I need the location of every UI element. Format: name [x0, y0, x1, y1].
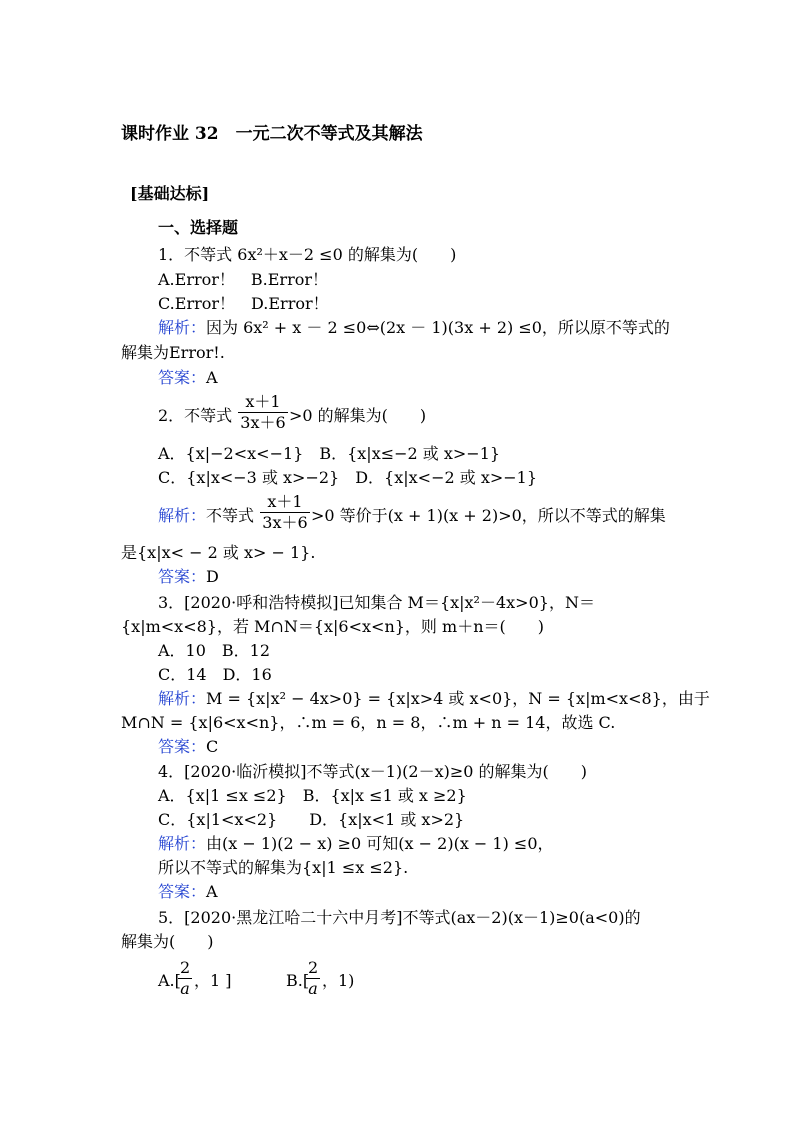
- q2-fraction-denominator: 3x＋6: [240, 413, 286, 432]
- q5-option-b-numerator: 2: [308, 958, 319, 977]
- q5-option-b-fraction: [306, 958, 320, 999]
- subsection-heading: 一、选择题: [158, 218, 239, 237]
- q2-fraction-numerator: x＋1: [238, 392, 288, 413]
- q4-analysis-line2: 所以不等式的解集为{x|1 ≤x ≤2}.: [158, 858, 409, 877]
- q3-answer-value: C: [206, 737, 219, 756]
- q1-answer-value: A: [206, 368, 218, 387]
- answer-label: 答案：: [158, 737, 207, 756]
- q5-option-b-prefix: B.[: [286, 971, 310, 990]
- q5-option-b-suffix: ，1): [322, 971, 355, 990]
- q2-stem-suffix: >0 的解集为( ): [289, 406, 427, 425]
- q4-answer-value: A: [206, 882, 218, 901]
- analysis-label: 解析：: [158, 834, 207, 853]
- q5-stem-line2: 解集为( ): [121, 932, 214, 951]
- q5-option-a-prefix: A.[: [158, 971, 181, 990]
- q2-analysis-fraction-denominator: 3x＋6: [262, 513, 308, 532]
- q4-stem: 4．[2020·临沂模拟]不等式(x－1)(2－x)≥0 的解集为( ): [158, 762, 588, 781]
- q1-options-row2: C.Error！ D.Error！: [158, 294, 329, 313]
- q2-analysis-fraction-numerator: x＋1: [260, 492, 310, 513]
- q3-options-row2: C．14 D．16: [158, 665, 272, 684]
- q2-answer-value: D: [206, 567, 219, 586]
- q5-option-b-denominator: a: [308, 979, 318, 998]
- q2-fraction: [238, 392, 288, 433]
- q1-analysis-line2: 解集为Error!.: [121, 343, 225, 362]
- q3-answer: [158, 737, 218, 757]
- answer-label: 答案：: [158, 368, 207, 387]
- answer-label: 答案：: [158, 567, 207, 586]
- q3-analysis-text: M = {x|x² − 4x>0} = {x|x>4 或 x<0}，N = {x|m<x<8}，由于: [206, 689, 710, 708]
- answer-label: 答案：: [158, 882, 207, 901]
- q3-stem-line1: 3．[2020·呼和浩特模拟]已知集合 M＝{x|x²－4x>0}，N＝: [158, 593, 595, 612]
- q2-analysis-suffix: >0 等价于(x + 1)(x + 2)>0，所以不等式的解集: [311, 506, 666, 525]
- q5-option-a-suffix: ，1 ]: [194, 971, 232, 990]
- q2-analysis-fraction: [260, 492, 310, 533]
- q1-answer: [158, 368, 218, 388]
- q1-stem: 1．不等式 6x²＋x－2 ≤0 的解集为( ): [158, 245, 457, 264]
- q3-stem-line2: {x|m<x<8}，若 M∩N＝{x|6<x<n}，则 m＋n＝( ): [121, 617, 544, 636]
- q2-analysis-prefix: 不等式: [206, 506, 255, 525]
- q4-analysis-line1: [158, 834, 554, 854]
- q2-options-row2: C．{x|x<−3 或 x>−2} D．{x|x<−2 或 x>−1}: [158, 468, 538, 487]
- q2-options-row1: A．{x|−2<x<−1} B．{x|x≤−2 或 x>−1}: [158, 444, 501, 463]
- q4-options-row2: C．{x|1<x<2} D．{x|x<1 或 x>2}: [158, 810, 465, 829]
- analysis-label: 解析：: [158, 318, 207, 337]
- analysis-label: 解析：: [158, 506, 207, 525]
- q1-options-row1: A.Error！ B.Error！: [158, 270, 329, 289]
- q2-stem-prefix: 2．不等式: [158, 406, 233, 425]
- section-heading: [基础达标]: [130, 184, 210, 203]
- q2-analysis-line1: [158, 506, 254, 526]
- q5-option-a-denominator: a: [180, 979, 190, 998]
- q1-analysis-text: 因为 6x² + x － 2 ≤0⇔(2x － 1)(3x + 2) ≤0，所以原不等式的: [206, 318, 670, 337]
- q4-answer: [158, 882, 218, 902]
- page-title: 课时作业 32 一元二次不等式及其解法: [121, 124, 423, 144]
- analysis-label: 解析：: [158, 689, 207, 708]
- q5-option-a-fraction: [178, 958, 192, 999]
- q1-analysis-line1: [158, 318, 670, 338]
- q3-analysis-line2: M∩N = {x|6<x<n}，∴m = 6，n = 8，∴m + n = 14，故选 C.: [121, 713, 616, 732]
- q2-answer: [158, 567, 219, 587]
- q5-stem-line1: 5．[2020·黑龙江哈二十六中月考]不等式(ax－2)(x－1)≥0(a<0)的: [158, 908, 641, 927]
- q5-option-a-numerator: 2: [180, 958, 191, 977]
- q4-options-row1: A．{x|1 ≤x ≤2} B．{x|x ≤1 或 x ≥2}: [158, 786, 467, 805]
- q3-options-row1: A．10 B．12: [158, 641, 271, 660]
- q3-analysis-line1: [158, 689, 710, 709]
- q4-analysis-text: 由(x − 1)(2 − x) ≥0 可知(x − 2)(x − 1) ≤0，: [206, 834, 554, 853]
- q2-analysis-line2: 是{x|x< − 2 或 x> − 1}.: [121, 543, 316, 562]
